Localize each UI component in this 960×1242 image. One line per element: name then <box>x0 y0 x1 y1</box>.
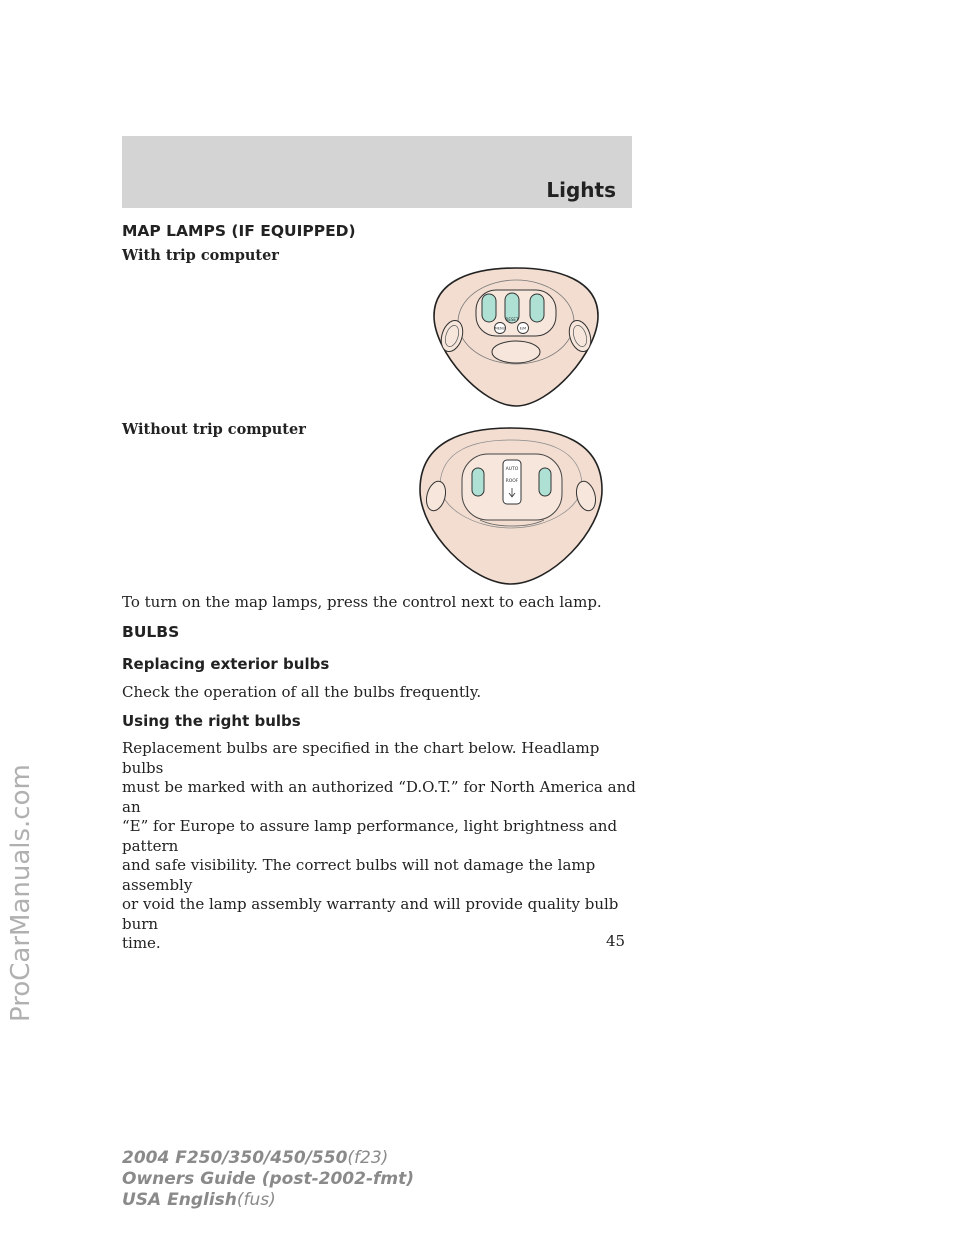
right-bulbs-heading: Using the right bulbs <box>122 712 301 730</box>
paragraph-line: Replacement bulbs are specified in the chart below. Headlamp bulbs <box>122 739 600 777</box>
right-bulbs-paragraph <box>122 739 642 954</box>
watermark <box>6 482 36 1242</box>
paragraph-line: must be marked with an authorized “D.O.T.” for North America and an <box>122 778 636 816</box>
right-lamp-switch-2[interactable] <box>539 468 551 496</box>
fig2-label: Without trip computer <box>122 421 306 438</box>
fig1-label: With trip computer <box>122 247 279 264</box>
map-lamps-heading: MAP LAMPS (IF EQUIPPED) <box>122 222 356 240</box>
paragraph-line: time. <box>122 934 161 952</box>
reset-label: RESET <box>505 317 519 322</box>
map-lamp-console-no-trip-computer <box>416 424 606 588</box>
left-lamp-switch-2[interactable] <box>472 468 484 496</box>
footer-model-code: (f23) <box>347 1148 389 1168</box>
section-title: Lights <box>546 178 616 202</box>
footer-guide: Owners Guide (post-2002-fmt) <box>122 1169 415 1189</box>
header-band <box>122 136 632 208</box>
footer-language: USA English <box>122 1190 237 1210</box>
map-lamp-console-trip-computer <box>430 262 602 412</box>
page-number: 45 <box>606 932 626 950</box>
left-lamp-switch[interactable] <box>482 294 496 322</box>
document-footer <box>122 1148 414 1211</box>
menu-label: MENU <box>494 326 506 331</box>
replacing-bulbs-paragraph: Check the operation of all the bulbs frequently. <box>122 683 482 701</box>
roof-label: ROOF <box>505 479 519 484</box>
footer-language-code: (fus) <box>236 1190 276 1210</box>
paragraph-line: “E” for Europe to assure lamp performance, light brightness and pattern <box>122 817 618 855</box>
auto-label: AUTO <box>505 467 519 472</box>
footer-model: 2004 F250/350/450/550 <box>122 1148 348 1168</box>
em-label: E/M <box>519 326 527 331</box>
bulbs-heading: BULBS <box>122 623 180 641</box>
dome-lamp-lens <box>492 341 540 363</box>
watermark-text: ProCarManuals.com <box>6 764 36 1022</box>
paragraph-line: and safe visibility. The correct bulbs will not damage the lamp assembly <box>122 856 596 894</box>
right-lamp-switch[interactable] <box>530 294 544 322</box>
paragraph-line: or void the lamp assembly warranty and will provide quality bulb burn <box>122 895 619 933</box>
map-lamps-paragraph: To turn on the map lamps, press the control next to each lamp. <box>122 593 602 611</box>
replacing-bulbs-heading: Replacing exterior bulbs <box>122 655 330 673</box>
